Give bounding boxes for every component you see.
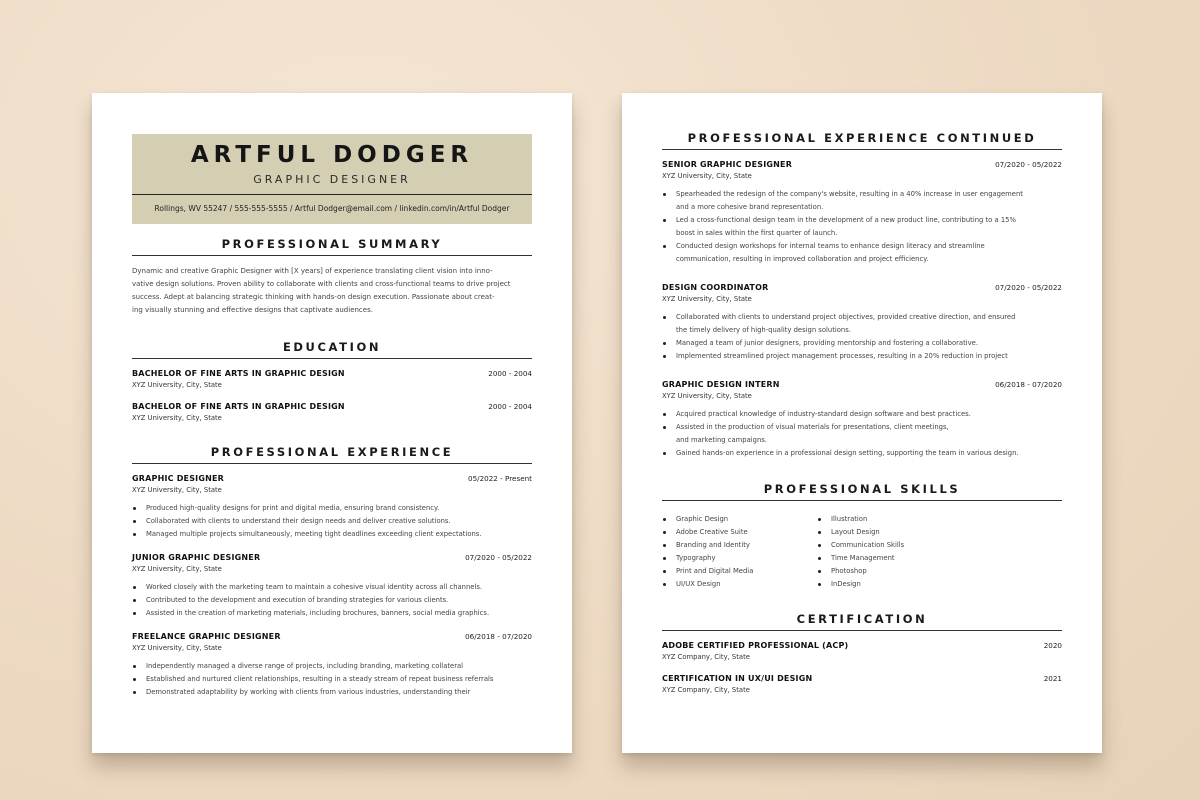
skill-item: InDesign [817, 578, 972, 591]
bullet-item: Independently managed a diverse range of projects, including branding, marketing collateral [132, 660, 532, 673]
bullet-continuation: communication, resulting in improved collaboration and project efficiency. [676, 255, 929, 263]
summary-line: Dynamic and creative Graphic Designer with [X years] of experience translating client vision into inno- [132, 267, 493, 275]
resume-page-2 [622, 93, 1102, 753]
bullet-item: Led a cross-functional design team in the development of a new product line, contributing to a 15% [662, 214, 1062, 227]
education-heading: EDUCATION [132, 340, 532, 359]
bullet-item: Collaborated with clients to understand their design needs and deliver creative solutions. [132, 515, 532, 528]
bullet-item: Spearheaded the redesign of the company's website, resulting in a 40% increase in user engagement [662, 188, 1062, 201]
school-name: XYZ University, City, State [132, 414, 222, 422]
certification-heading: CERTIFICATION [662, 612, 1062, 631]
certification-year: 2021 [1043, 674, 1062, 683]
header-banner [132, 134, 532, 224]
role-dates: 06/2018 - 07/2020 [995, 380, 1062, 389]
skills-list [662, 513, 1062, 591]
skill-item: Adobe Creative Suite [662, 526, 817, 539]
experience-entry [662, 380, 1062, 460]
skill-item: Branding and Identity [662, 539, 817, 552]
bullet-item: Collaborated with clients to understand project objectives, provided creative direction, and ensured [662, 311, 1062, 324]
degree-dates: 2000 - 2004 [488, 402, 532, 411]
bullet-item: Conducted design workshops for internal teams to enhance design literacy and streamline [662, 240, 1062, 253]
resume-page-1 [92, 93, 572, 753]
certification-entry [662, 641, 1062, 661]
skill-item: Photoshop [817, 565, 972, 578]
role-org: XYZ University, City, State [662, 172, 752, 180]
skill-item: Time Management [817, 552, 972, 565]
experience-continued-heading: PROFESSIONAL EXPERIENCE CONTINUED [662, 131, 1062, 150]
certification-entry [662, 674, 1062, 694]
candidate-name: ARTFUL DODGER [190, 142, 474, 168]
bullet-item: Assisted in the creation of marketing materials, including brochures, banners, social media graphics. [132, 607, 532, 620]
bullet-item: Gained hands-on experience in a professional design setting, supporting the team in various design. [662, 447, 1062, 460]
degree-title: BACHELOR OF FINE ARTS IN GRAPHIC DESIGN [132, 369, 345, 378]
certification-year: 2020 [1043, 641, 1062, 650]
skill-item: UI/UX Design [662, 578, 817, 591]
role-org: XYZ University, City, State [132, 644, 222, 652]
experience-entry [132, 474, 532, 541]
skills-column-1 [662, 513, 817, 591]
degree-title: BACHELOR OF FINE ARTS IN GRAPHIC DESIGN [132, 402, 345, 411]
header-divider [132, 194, 532, 195]
skill-item: Illustration [817, 513, 972, 526]
bullet-item: Acquired practical knowledge of industry-standard design software and best practices. [662, 408, 1062, 421]
bullet-continuation: the timely delivery of high-quality design solutions. [676, 326, 851, 334]
role-org: XYZ University, City, State [662, 295, 752, 303]
role-dates: 06/2018 - 07/2020 [465, 632, 532, 641]
experience-heading: PROFESSIONAL EXPERIENCE [132, 445, 532, 464]
degree-dates: 2000 - 2004 [488, 369, 532, 378]
bullet-item: Managed a team of junior designers, providing mentorship and fostering a collaborative. [662, 337, 1062, 350]
contact-line: Rollings, WV 55247 / 555-555-5555 / Artful Dodger@email.com / linkedin.com/in/Artful Dodger [154, 204, 510, 213]
education-entry [132, 402, 532, 422]
certification-name: ADOBE CERTIFIED PROFESSIONAL (ACP) [662, 641, 849, 650]
experience-entry [662, 283, 1062, 363]
bullet-item: Established and nurtured client relationships, resulting in a steady stream of repeat business referrals [132, 673, 532, 686]
bullet-item: Produced high-quality designs for print and digital media, ensuring brand consistency. [132, 502, 532, 515]
summary-line: success. Adept at balancing strategic thinking with hands-on design execution. Passionate about creat- [132, 293, 495, 301]
summary-heading: PROFESSIONAL SUMMARY [132, 237, 532, 256]
skill-item: Graphic Design [662, 513, 817, 526]
bullet-item: Contributed to the development and execution of branding strategies for various clients. [132, 594, 532, 607]
summary-text [132, 265, 532, 317]
summary-line: vative design solutions. Proven ability to collaborate with clients and cross-functional teams to drive project [132, 280, 511, 288]
role-title: GRAPHIC DESIGN INTERN [662, 380, 780, 389]
bullet-continuation: and marketing campaigns. [676, 436, 767, 444]
role-title: DESIGN COORDINATOR [662, 283, 769, 292]
bullet-item: Managed multiple projects simultaneously, meeting tight deadlines exceeding client expectations. [132, 528, 532, 541]
skill-item: Communication Skills [817, 539, 972, 552]
role-dates: 05/2022 - Present [468, 474, 532, 483]
certification-org: XYZ Company, City, State [662, 686, 750, 694]
role-org: XYZ University, City, State [132, 486, 222, 494]
bullet-item: Implemented streamlined project management processes, resulting in a 20% reduction in project [662, 350, 1062, 363]
role-org: XYZ University, City, State [132, 565, 222, 573]
school-name: XYZ University, City, State [132, 381, 222, 389]
skill-item: Layout Design [817, 526, 972, 539]
candidate-title: GRAPHIC DESIGNER [253, 173, 411, 186]
skill-item: Print and Digital Media [662, 565, 817, 578]
skills-heading: PROFESSIONAL SKILLS [662, 482, 1062, 501]
bullet-continuation: boost in sales within the first quarter of launch. [676, 229, 838, 237]
bullet-continuation: and a more cohesive brand representation. [676, 203, 824, 211]
education-entry [132, 369, 532, 389]
skill-item: Typography [662, 552, 817, 565]
experience-entry [662, 160, 1062, 266]
role-dates: 07/2020 - 05/2022 [995, 160, 1062, 169]
role-org: XYZ University, City, State [662, 392, 752, 400]
certification-name: CERTIFICATION IN UX/UI DESIGN [662, 674, 813, 683]
role-title: JUNIOR GRAPHIC DESIGNER [132, 553, 261, 562]
bullet-item: Worked closely with the marketing team to maintain a cohesive visual identity across all channels. [132, 581, 532, 594]
summary-line: ing visually stunning and effective designs that captivate audiences. [132, 306, 373, 314]
experience-entry [132, 632, 532, 699]
role-dates: 07/2020 - 05/2022 [465, 553, 532, 562]
role-title: FREELANCE GRAPHIC DESIGNER [132, 632, 281, 641]
bullet-item: Demonstrated adaptability by working with clients from various industries, understanding their [132, 686, 532, 699]
skills-column-2 [817, 513, 972, 591]
bullet-item: Assisted in the production of visual materials for presentations, client meetings, [662, 421, 1062, 434]
role-title: GRAPHIC DESIGNER [132, 474, 225, 483]
role-dates: 07/2020 - 05/2022 [995, 283, 1062, 292]
certification-org: XYZ Company, City, State [662, 653, 750, 661]
role-title: SENIOR GRAPHIC DESIGNER [662, 160, 793, 169]
experience-entry [132, 553, 532, 620]
